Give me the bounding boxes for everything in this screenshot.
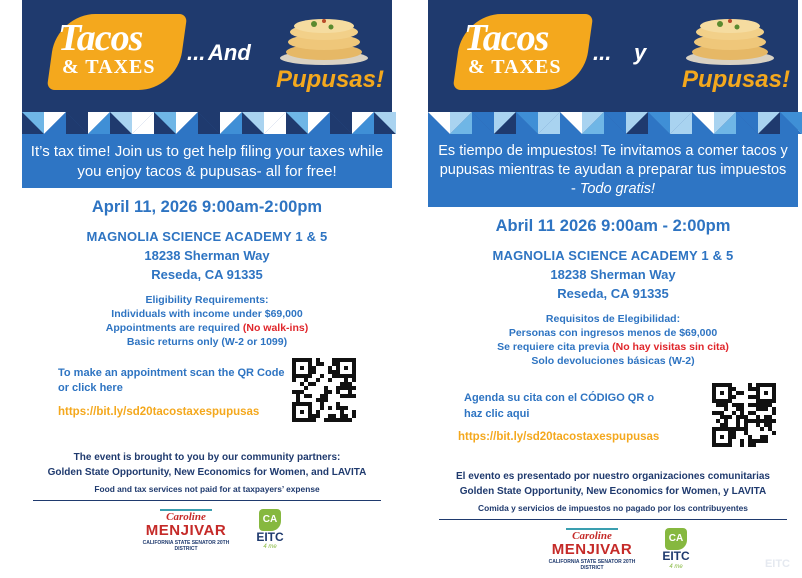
intro-text-free: Todo gratis! <box>579 181 656 198</box>
venue-address: 18238 Sherman Way <box>144 247 270 263</box>
house-icon <box>160 509 212 523</box>
pattern-tile <box>428 112 450 134</box>
title-banner <box>22 0 392 112</box>
appointment-instructions: To make an appointment scan the QR Code or click here <box>58 366 285 394</box>
pattern-tile <box>176 112 198 134</box>
ca-badge: CA <box>259 509 281 531</box>
pattern-tile <box>780 112 802 134</box>
pattern-tile <box>538 112 560 134</box>
pattern-tile <box>494 112 516 134</box>
pattern-tile <box>560 112 582 134</box>
appointment-link[interactable]: https://bit.ly/sd20tacostaxespupusas <box>458 431 660 444</box>
logo-menjivar: MENJIVAR <box>145 521 227 539</box>
pattern-tile <box>154 112 176 134</box>
ca-badge: CA <box>665 528 687 550</box>
title-tacos: Tacos <box>58 17 143 59</box>
caleitc-logo <box>250 509 290 555</box>
pattern-tile <box>22 112 44 134</box>
pattern-tile <box>286 112 308 134</box>
title-pupusas: Pupusas! <box>275 66 384 93</box>
logo-caroline: Caroline <box>572 530 612 543</box>
qr-code[interactable] <box>712 383 776 447</box>
menjivar-logo <box>538 530 646 574</box>
divider <box>33 500 381 501</box>
venue-city: Reseda, CA 91335 <box>151 266 263 282</box>
pattern-tile <box>110 112 132 134</box>
pattern-tile <box>374 112 396 134</box>
divider <box>439 519 787 520</box>
pattern-tile <box>198 112 220 134</box>
requirement-appointment-text: Se requiere cita previa <box>497 341 613 354</box>
appointment-section <box>22 358 392 450</box>
pattern-tile <box>450 112 472 134</box>
pattern-tile <box>220 112 242 134</box>
pattern-tile <box>692 112 714 134</box>
eitc-tagline: 4 me <box>263 543 277 550</box>
pattern-tile <box>308 112 330 134</box>
pattern-tile <box>626 112 648 134</box>
decorative-pattern <box>22 112 392 134</box>
title-tacos: Tacos <box>464 17 549 59</box>
partners-list: Golden State Opportunity, New Economics for Women, y LAVITA <box>459 486 767 498</box>
requirement-income: Personas con ingresos menos de $69,000 <box>508 327 718 340</box>
title-pupusas: Pupusas! <box>681 66 790 93</box>
caleitc-logo <box>656 528 696 574</box>
requirement-income: Individuals with income under $69,000 <box>111 307 303 320</box>
venue-name: MAGNOLIA SCIENCE ACADEMY 1 & 5 <box>492 248 734 264</box>
event-date: April 11, 2026 9:00am-2:00pm <box>91 197 323 216</box>
pattern-tile <box>330 112 352 134</box>
faded-watermark: EITC <box>764 558 790 571</box>
partners-intro: El evento es presentado por nuestro organizaciones comunitarias <box>456 471 770 483</box>
intro-text <box>428 134 798 207</box>
pattern-tile <box>582 112 604 134</box>
sponsor-logos <box>22 507 392 559</box>
pattern-tile <box>714 112 736 134</box>
intro-text: It’s tax time! Join us to get help filing your taxes while you enjoy tacos & pupusas- all for free! <box>22 134 392 188</box>
pattern-tile <box>132 112 154 134</box>
event-date: Abril 11 2026 9:00am - 2:00pm <box>495 217 731 236</box>
logo-caroline: Caroline <box>166 510 206 523</box>
sponsor-logos <box>428 526 798 578</box>
pattern-tile <box>670 112 692 134</box>
house-icon <box>566 528 618 542</box>
pupusa-stack-icon <box>276 8 372 66</box>
logo-senator: CALIFORNIA STATE SENATOR 20TH DISTRICT <box>548 559 636 572</box>
requirement-appointment-text: Appointments are required <box>105 321 243 334</box>
pattern-tile <box>516 112 538 134</box>
eitc-tagline: 4 me <box>669 563 683 570</box>
pattern-tile <box>352 112 374 134</box>
intro-text-main: Es tiempo de impuestos! Te invitamos a comer tacos y pupusas mientras te ayudan a preparar tus impuestos - <box>438 143 788 198</box>
requirement-returns: Basic returns only (W-2 or 1099) <box>126 335 288 348</box>
pattern-tile <box>648 112 670 134</box>
appointment-section <box>428 377 798 469</box>
title-connector: y <box>634 40 647 65</box>
no-walkins-note: (No hay visitas sin cita) <box>612 341 729 354</box>
disclaimer: Food and tax services not paid for at taxpayers’ expense <box>94 483 320 494</box>
partners-intro: The event is brought to you by our community partners: <box>73 451 341 463</box>
pattern-tile <box>758 112 780 134</box>
title-taxes: & TAXES <box>62 56 156 78</box>
appointment-link[interactable]: https://bit.ly/sd20tacostaxespupusas <box>58 405 260 418</box>
title-ellipsis: ... <box>187 40 206 65</box>
requirement-appointment <box>22 322 392 334</box>
title-taxes: & TAXES <box>468 56 562 78</box>
qr-code[interactable] <box>292 358 356 422</box>
pupusa-stack-icon <box>682 8 778 66</box>
requirements-title: Eligibility Requirements: <box>145 293 269 306</box>
logo-senator: CALIFORNIA STATE SENATOR 20TH DISTRICT <box>142 539 230 552</box>
pattern-tile <box>66 112 88 134</box>
title-ellipsis: ... <box>593 40 612 65</box>
pattern-tile <box>736 112 758 134</box>
pattern-tile <box>242 112 264 134</box>
eitc-label: EITC <box>662 549 690 564</box>
requirements-title: Requisitos de Elegibilidad: <box>545 313 681 326</box>
partners-list: Golden State Opportunity, New Economics for Women, and LAVITA <box>47 466 367 478</box>
appointment-instructions: Agenda su cita con el CÓDIGO QR o haz clic aqui <box>464 392 655 420</box>
disclaimer: Comida y servicios de impuestos no pagado por los contribuyentes <box>478 503 748 514</box>
eitc-label: EITC <box>256 529 284 544</box>
pattern-tile <box>88 112 110 134</box>
flyer-english <box>22 0 392 552</box>
requirement-appointment <box>428 341 798 353</box>
venue-city: Reseda, CA 91335 <box>557 286 669 302</box>
title-banner <box>428 0 798 112</box>
flyer-spanish <box>428 0 798 572</box>
pattern-tile <box>44 112 66 134</box>
decorative-pattern <box>428 112 798 134</box>
pattern-tile <box>604 112 626 134</box>
title-connector: And <box>208 40 251 65</box>
logo-menjivar: MENJIVAR <box>551 541 633 559</box>
menjivar-logo <box>132 511 240 555</box>
pattern-tile <box>472 112 494 134</box>
venue-address: 18238 Sherman Way <box>550 267 676 283</box>
no-walkins-note: (No walk-ins) <box>242 321 309 334</box>
pattern-tile <box>264 112 286 134</box>
requirement-returns: Solo devoluciones básicas (W-2) <box>531 355 695 368</box>
venue-name: MAGNOLIA SCIENCE ACADEMY 1 & 5 <box>86 228 328 244</box>
